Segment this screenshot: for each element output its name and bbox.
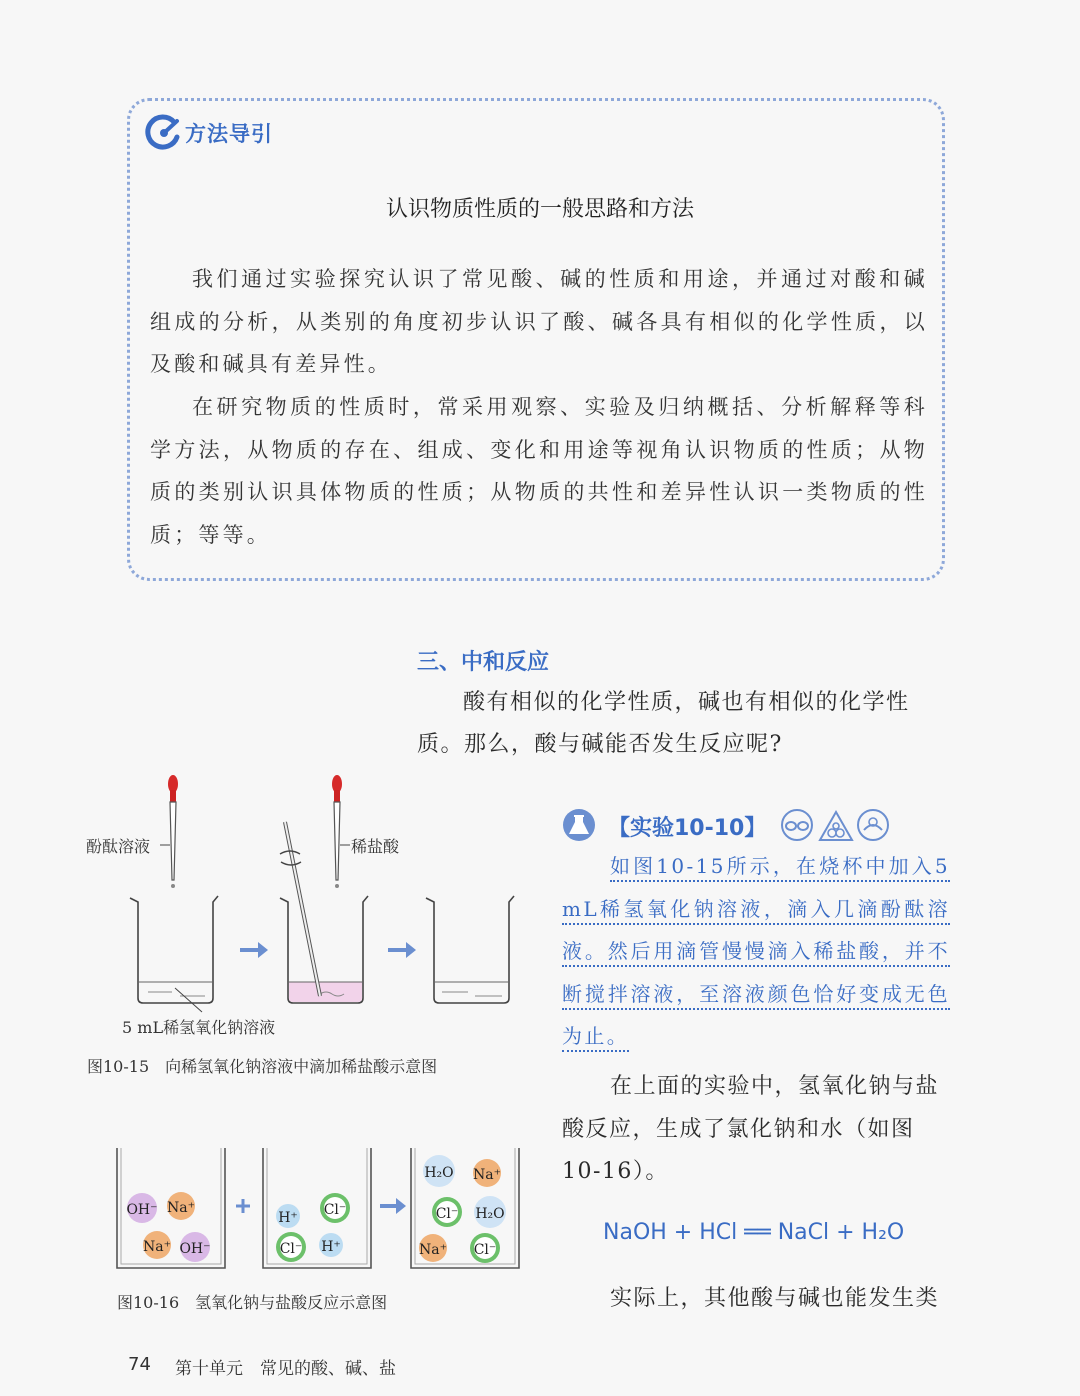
- method-guide-paragraph-1: 我们通过实验探究认识了常见酸、碱的性质和用途，并通过对酸和碱组成的分析，从类别的角度初步认识了酸、碱各具有相似的化学性质，以及酸和碱具有差异性。: [150, 267, 928, 376]
- svg-text:H⁺: H⁺: [278, 1210, 298, 1226]
- label-phenolphthalein: 酚酞溶液: [86, 837, 151, 856]
- reaction-description: 在上面的实验中，氢氧化钠与盐酸反应，生成了氯化钠和水（如图10-16）。: [562, 1074, 940, 1184]
- svg-text:OH⁻: OH⁻: [179, 1241, 211, 1257]
- svg-text:Cl⁻: Cl⁻: [435, 1206, 459, 1222]
- molecule-h2o: [474, 1196, 506, 1228]
- ion-oh: [126, 1193, 157, 1223]
- method-guide-title: 认识物质性质的一般思路和方法: [385, 197, 694, 222]
- svg-text:OH⁻: OH⁻: [126, 1202, 158, 1218]
- label-naoh: 5 mL稀氢氧化钠溶液: [122, 1018, 276, 1037]
- svg-text:H₂O: H₂O: [475, 1206, 505, 1222]
- section-heading: 三、中和反应: [417, 650, 550, 675]
- ion-cl: [470, 1233, 500, 1263]
- ion-na: [167, 1192, 195, 1220]
- ion-cl: [432, 1197, 462, 1227]
- experiment-body-text: 如图10-15所示，在烧杯中加入5 mL稀氢氧化钠溶液，滴入几滴酚酞溶液。然后用滴管慢慢滴入稀盐酸，并不断搅拌溶液，至溶液颜色恰好变成无色为止。: [562, 854, 950, 1052]
- section-intro: 酸有相似的化学性质，碱也有相似的化学性质。那么，酸与碱能否发生反应呢?: [417, 690, 910, 757]
- dropper-phenolphthalein: [168, 775, 178, 888]
- svg-text:H⁺: H⁺: [321, 1239, 341, 1255]
- figure-10-16: [110, 1140, 530, 1280]
- experiment-title: 【实验10-10】: [608, 816, 767, 841]
- molecule-h2o: [423, 1155, 455, 1187]
- continuation-text: 实际上，其他酸与碱也能发生类: [610, 1286, 940, 1311]
- ion-na: [473, 1159, 501, 1187]
- page-number: 74: [128, 1354, 151, 1375]
- unit-title: 第十单元 常见的酸、碱、盐: [175, 1359, 396, 1379]
- flask-icon: [562, 808, 596, 842]
- reaction-equation: NaOH + HCl ══ NaCl + H₂O: [603, 1220, 905, 1245]
- goggles-icon: [782, 810, 812, 840]
- figure-10-15: [80, 770, 540, 1040]
- beaker-1: [130, 896, 218, 1003]
- ion-cl: [320, 1193, 350, 1223]
- method-guide-label: 方法导引: [185, 122, 273, 146]
- beaker-3: [426, 896, 514, 1003]
- label-hcl: 稀盐酸: [351, 837, 400, 856]
- ion-na: [143, 1231, 171, 1259]
- svg-text:Na⁺: Na⁺: [167, 1200, 195, 1216]
- figure-10-15-caption: 图10-15 向稀氢氧化钠溶液中滴加稀盐酸示意图: [87, 1057, 438, 1076]
- ion-oh: [179, 1232, 210, 1262]
- svg-text:Cl⁻: Cl⁻: [473, 1242, 497, 1258]
- ion-na: [419, 1234, 447, 1262]
- svg-text:Na⁺: Na⁺: [419, 1242, 447, 1258]
- safety-icons: [780, 808, 892, 844]
- ion-cl: [276, 1232, 306, 1262]
- corrosive-icon: [820, 812, 852, 840]
- svg-text:Cl⁻: Cl⁻: [279, 1241, 303, 1257]
- method-guide-paragraph-2: 在研究物质的性质时，常采用观察、实验及归纳概括、分析解释等科学方法，从物质的存在、组成、变化和用途等视角认识物质的性质；从物质的类别认识具体物质的性质；从物质的共性和差异性认识一类物质的性质；等等。: [150, 395, 928, 547]
- experiment-body: [562, 845, 950, 1058]
- dropper-hcl: [332, 775, 342, 888]
- figure-10-16-caption: 图10-16 氢氧化钠与盐酸反应示意图: [117, 1293, 388, 1312]
- svg-text:Na⁺: Na⁺: [473, 1167, 501, 1183]
- hand-wash-icon: [858, 810, 888, 840]
- ion-h: [276, 1204, 300, 1228]
- svg-text:Cl⁻: Cl⁻: [323, 1202, 347, 1218]
- svg-text:H₂O: H₂O: [424, 1165, 454, 1181]
- method-guide-icon: [144, 113, 184, 153]
- ion-h: [319, 1233, 343, 1257]
- svg-text:Na⁺: Na⁺: [143, 1239, 171, 1255]
